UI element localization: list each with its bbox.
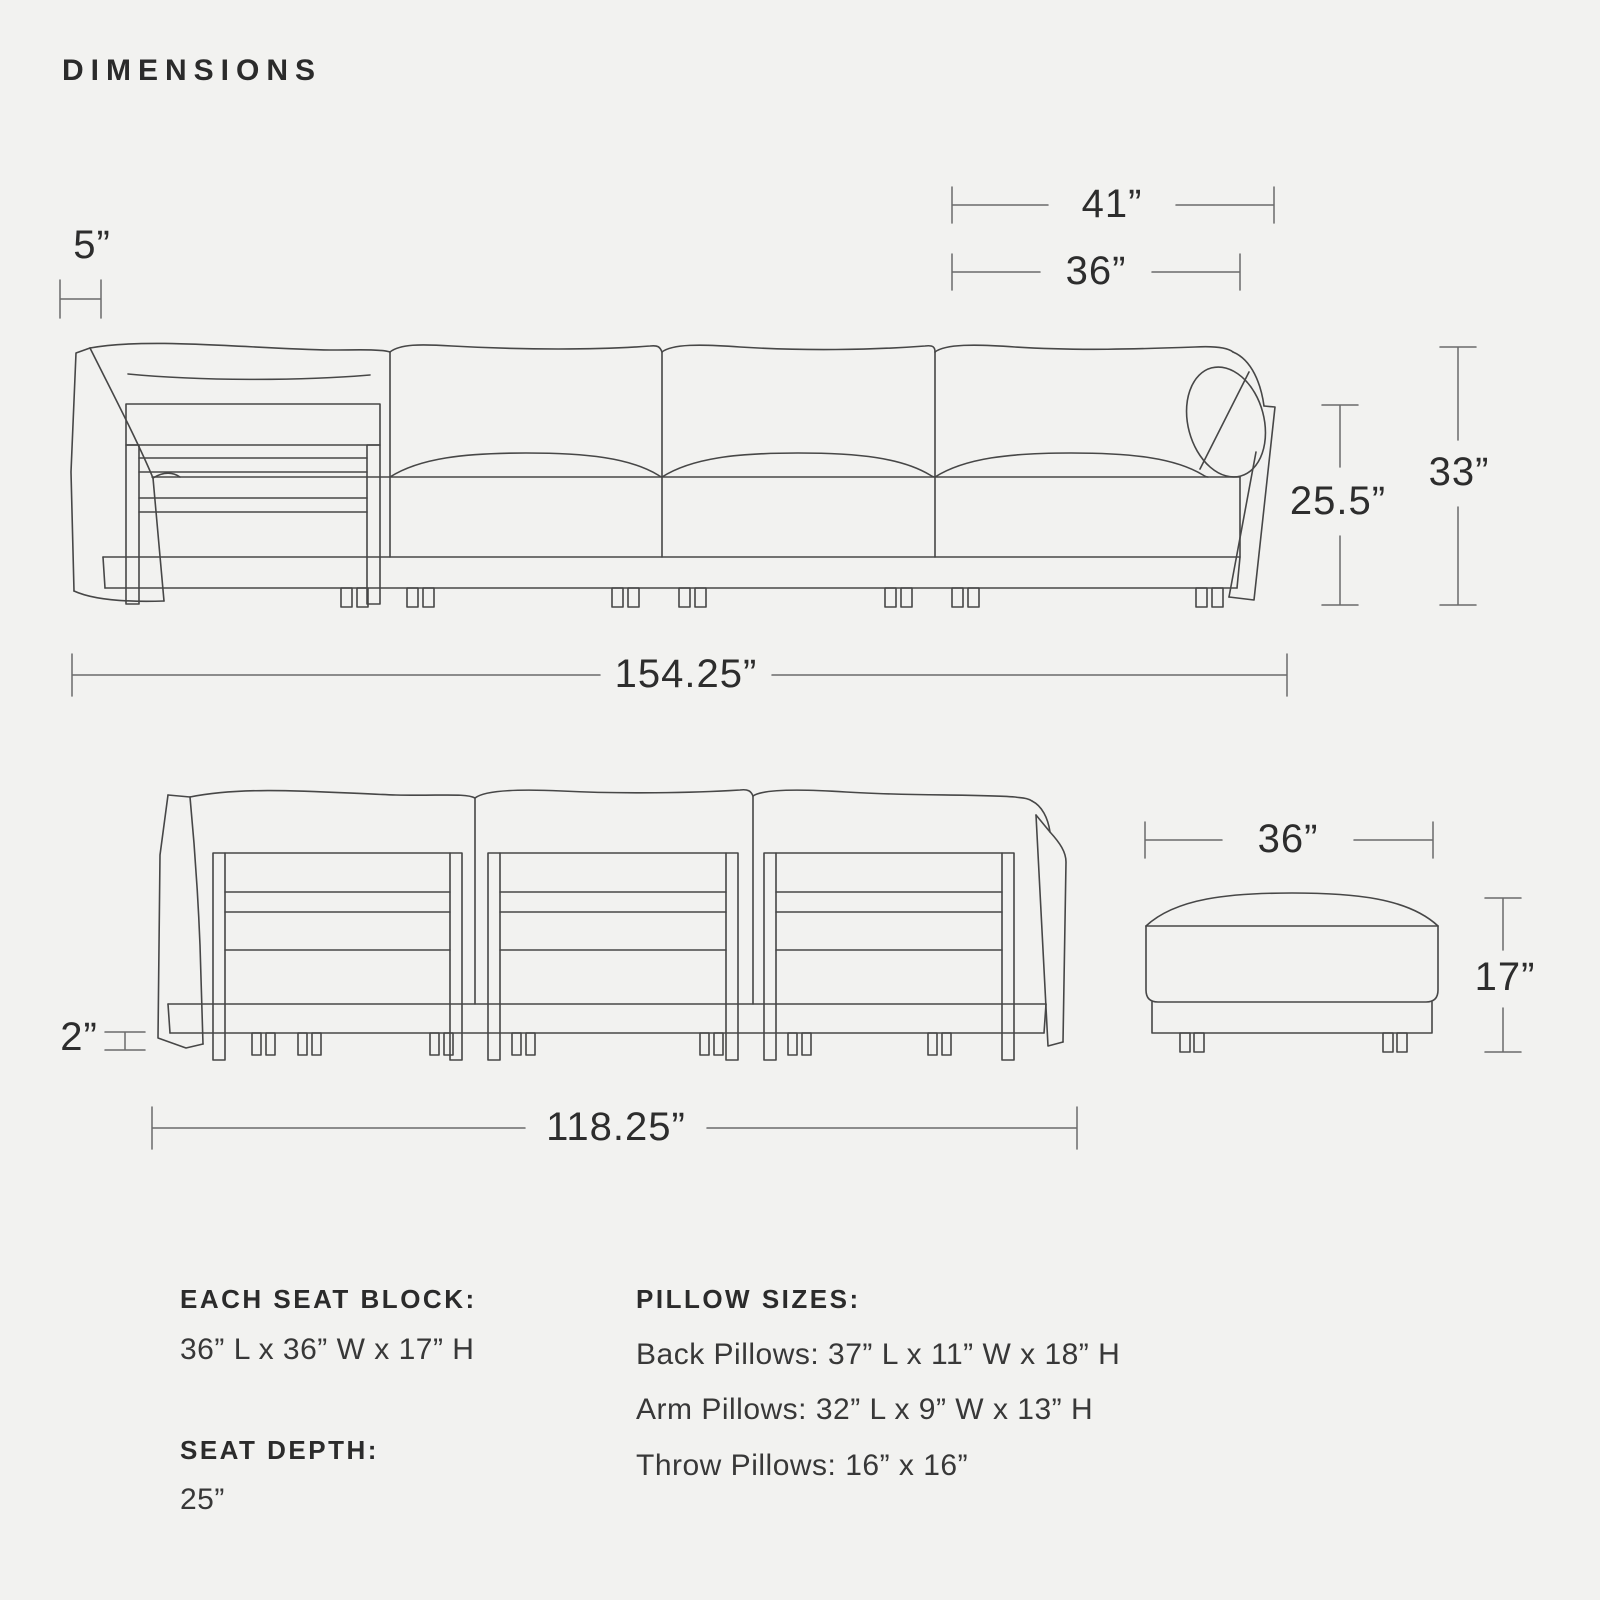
pillow-sizes-heading: PILLOW SIZES: xyxy=(636,1284,861,1314)
ottoman-drawing xyxy=(1146,893,1438,1052)
page-title: DIMENSIONS xyxy=(62,54,323,87)
pillow-size-arm: Arm Pillows: 32” L x 9” W x 13” H xyxy=(636,1393,1094,1426)
pillow-size-back: Back Pillows: 37” L x 11” W x 18” H xyxy=(636,1338,1121,1371)
dim-label-ottoman-width: 36” xyxy=(1257,817,1319,861)
dim-label-corner-module: 41” xyxy=(1081,182,1143,226)
dim-label-seat-back-height: 25.5” xyxy=(1289,479,1387,523)
seat-block-heading: EACH SEAT BLOCK: xyxy=(180,1284,477,1314)
pillow-size-throw: Throw Pillows: 16” x 16” xyxy=(636,1449,969,1482)
dim-label-overall-height: 33” xyxy=(1428,450,1490,494)
seat-block-value: 36” L x 36” W x 17” H xyxy=(180,1333,475,1366)
seat-depth-heading: SEAT DEPTH: xyxy=(180,1435,379,1465)
dim-label-back-length: 118.25” xyxy=(546,1105,686,1149)
dim-label-seat-module: 36” xyxy=(1065,249,1127,293)
dim-label-overall-length: 154.25” xyxy=(614,652,758,696)
dim-label-ottoman-height: 17” xyxy=(1474,955,1536,999)
dim-label-leg-height: 2” xyxy=(60,1015,98,1059)
dim-label-arm-width: 5” xyxy=(73,223,111,267)
sofa-back-elevation-drawing xyxy=(158,790,1066,1060)
seat-depth-value: 25” xyxy=(180,1483,225,1516)
sofa-front-elevation-drawing xyxy=(71,343,1277,607)
